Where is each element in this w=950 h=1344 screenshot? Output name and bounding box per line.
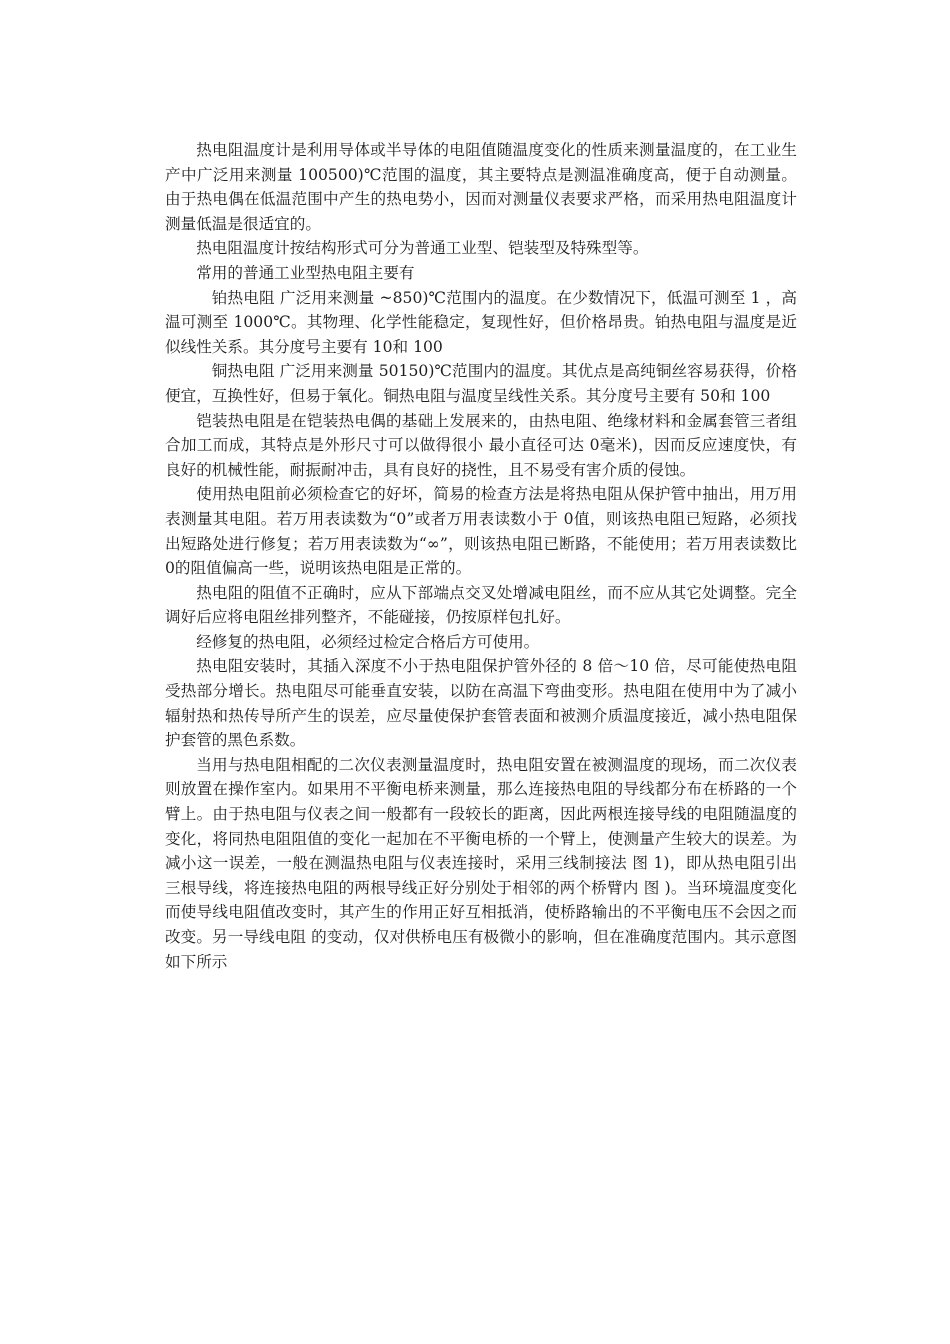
paragraph-three-wire: 当用与热电阻相配的二次仪表测量温度时，热电阻安置在被测温度的现场，而二次仪表则放置在操作室内。如果用不平衡电桥来测量，那么连接热电阻的导线都分布在桥路的一个臂上。由于热电阻与仪表之间一般都有一段较长的距离，因此两根连接导线的电阻随温度的变化，将同热电阻阻值的变化一起加在不平衡电桥的一个臂上，使测量产生较大的误差。为减小这一误差，一般在测温热电阻与仪表连接时，采用三线制接法 图 1)，即从热电阻引出三根导线，将连接热电阻的两根导线正好分别处于相邻的两个桥臂内 图 )。当环境温度变化而使导线电阻值改变时，其产生的作用正好互相抵消，使桥路输出的不平衡电压不会因之而改变。另一导线电阻 的变动，仅对供桥电压有极微小的影响，但在准确度范围内。其示意图如下所示 — [165, 755, 797, 971]
paragraph-intro: 热电阻温度计是利用导体或半导体的电阻值随温度变化的性质来测量温度的，在工业生产中广泛用来测量 100500)℃范围的温度，其主要特点是测温准确度高，便于自动测量。由于热电偶在低温范围中产生的热电势小，因而对测量仪表要求严格，而采用热电阻温度计测量低温是很适宜的。 — [165, 141, 797, 233]
document-body — [165, 138, 797, 974]
paragraph-inspection: 使用热电阻前必须检查它的好坏，简易的检查方法是将热电阻从保护管中抽出，用万用表测量其电阻。若万用表读数为“0”或者万用表读数小于 0值，则该热电阻已短路，必须找出短路处进行修复；若万用表读数为“∞”，则该热电阻已断路，不能使用；若万用表读数比 0的阻值偏高一些，说明该热电阻是正常的。 — [165, 485, 797, 578]
paragraph-structure-types: 热电阻温度计按结构形式可分为普通工业型、铠装型及特殊型等。 — [196, 239, 649, 258]
paragraph-copper: 铜热电阻 广泛用来测量 50150)℃范围内的温度。其优点是高纯铜丝容易获得，价格便宜，互换性好，但易于氧化。铜热电阻与温度呈线性关系。其分度号主要有 50和 100 — [165, 362, 797, 405]
paragraph-verification: 经修复的热电阻，必须经过检定合格后方可使用。 — [196, 632, 540, 651]
paragraph-common-types: 常用的普通工业型热电阻主要有 — [196, 263, 415, 282]
paragraph-installation: 热电阻安装时，其插入深度不小于热电阻保护管外径的 8 倍～10 倍，尽可能使热电阻受热部分增长。热电阻尽可能垂直安装，以防在高温下弯曲变形。热电阻在使用中为了减小辐射热和热传导所产生的误差，应尽量使保护套管表面和被测介质温度接近，减小热电阻保护套管的黑色系数。 — [165, 657, 797, 750]
paragraph-adjustment: 热电阻的阻值不正确时，应从下部端点交叉处增减电阻丝，而不应从其它处调整。完全调好后应将电阻丝排列整齐，不能碰接，仍按原样包扎好。 — [165, 583, 797, 627]
paragraph-platinum: 铂热电阻 广泛用来测量 ~850)℃范围内的温度。在少数情况下，低温可测至 1 ，高温可测至 1000℃。其物理、化学性能稳定，复现性好，但价格昂贵。铂热电阻与温度是近似线性关系。其分度号主要有 10和 100 — [165, 288, 797, 356]
paragraph-armored: 铠装热电阻是在铠装热电偶的基础上发展来的，由热电阻、绝缘材料和金属套管三者组合加工而成，其特点是外形尺寸可以做得很小 最小直径可达 0毫米)，因而反应速度快，有良好的机械性能，耐振耐冲击，具有良好的挠性，且不易受有害介质的侵蚀。 — [165, 411, 797, 479]
